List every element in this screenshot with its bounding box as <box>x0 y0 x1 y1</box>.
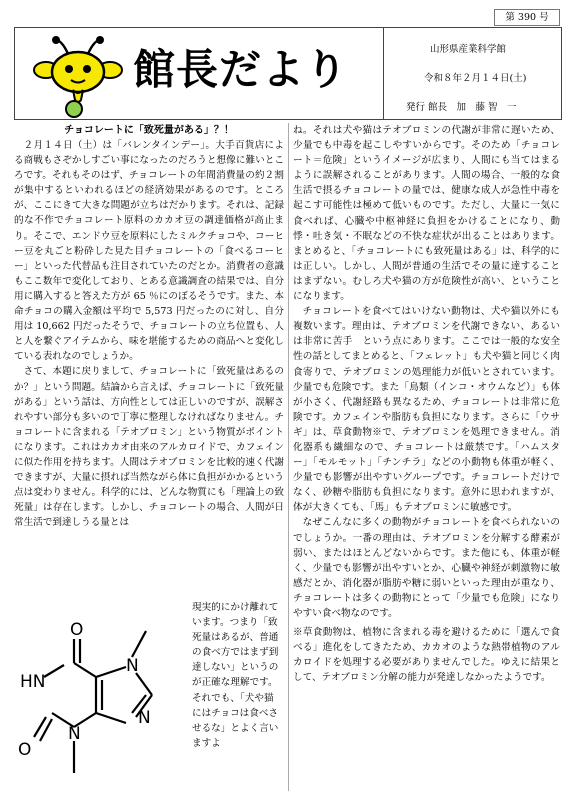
masthead-info <box>383 28 561 119</box>
organization-name: 山形県産業科学館 <box>430 44 507 55</box>
paragraph: チョコレートを食べてはいけない動物は、犬や猫以外にも複数います。理由は、テオブロミンを代謝できない、あるいは非常に苦手 という点にあります。ここでは一般的な安全性の話としてまとめると、「フェレット」も犬や猫と同じく肉食寄りで、テオブロミンの処理能力が低いとされています。少量でも危険です。また「鳥類（インコ・オウムなど）」も体が小さく、代謝経路も異なるため、チョコレートは非常に危険です。カフェインや脂肪も負担になります。さらに「ウサギ」は、草食動物※で、テオブロミンを処理できません。消化器系も繊細なので、チョコレートは厳禁です。「ハムスター」「モルモット」「チンチラ」などの小動物も体重が軽く、少量でも影響が出やすいグループです。チョコレートだけでなく、砂糖や脂肪も負担になります。意外に思われますが、体が大きくても、「馬」もテオブロミンに敏感です。 <box>293 306 560 514</box>
paragraph: さて、本題に戻りまして、チョコレートに「致死量はあるのか？」という問題。結論から言えば、チョコレートに「致死量がある」という話は、方向性としては正しいのですが、誤解されやすい部分も多いので丁寧に整理しなければなりません。チョコレートに含まれる「テオブロミン」という物質がポイントになります。これはカカオ由来のアルカロイドで、カフェインに似た作用を持ちます。人間はテオブロミンを比較的速く代謝できますが、大量に摂れば当然ながら体に負担がかかるという点は変わりません。科学的には、どんな物質にも「理論上の致死量」は存在します。しかし、チョコレートの場合、人間が日常生活で到達しうる量とは <box>14 366 284 529</box>
paragraph: なぜこんなに多くの動物がチョコレートを食べられないのでしょうか。一番の理由は、テオブロミンを分解する酵素が弱い、またはほとんどないからです。また他にも、体重が軽く、少量でも影響が出やすいとか、心臓や神経が刺激物に敏感だとか、消化器が脂肪や糖に弱いといった理由が重なり、チョコレートは多くの動物にとって「少量でも危険」になりやすい食べ物なのです。 <box>293 517 560 619</box>
atom-label: N <box>68 724 81 744</box>
mascot-logo <box>33 34 123 118</box>
theobromine-structure <box>14 615 184 790</box>
masthead <box>14 27 562 120</box>
article-headline: チョコレートに「致死量がある」？！ <box>64 125 234 136</box>
wrap-text: 現実的にかけ離れています。つまり「致死量はあるが、普通の食べ方ではまず到達しない」というのが正確な理解です。それでも、「犬や猫にはチョコは食べさせるな」とよく言いますよ <box>192 602 279 749</box>
atom-label: HN <box>20 672 46 692</box>
issue-number: 第 390 号 <box>494 9 560 26</box>
atom-label: N <box>138 708 151 728</box>
left-column <box>14 123 284 530</box>
atom-label: O <box>18 740 32 760</box>
publisher-line: 発行 館長 加 藤 智 一 <box>406 102 517 113</box>
atom-label: N <box>126 656 139 676</box>
footnote: ※草食動物は、植物に含まれる毒を避けるために「選んで食べる」進化をしてきたため、カカオのような熱帯植物のアルカロイドを処理する必要がありませんでした。ゆえに結果として、テオブロミン分解の能力が発達しなかったようです。 <box>293 627 560 684</box>
newsletter-title: 館長だより <box>133 45 349 94</box>
paragraph: ね。それは犬や猫はテオブロミンの代謝が非常に遅いため、少量でも中毒を起こしやすいからです。そのため「チョコレート＝危険」というイメージが広まり、人間にも当てはまるように誤解されることがあります。人間の場合、一般的な食生活で摂るチョコレートの量では、健康な成人が急性中毒を起こす可能性は極めて低いものです。ただし、大量に一気に食べれば、心臓や中枢神経に負担をかけることになり、動悸・吐き気・不眠などの不快な症状が出ることはあります。まとめると、「チョコレートにも致死量はある」は、科学的には正しい。しかし、人間が普通の生活でその量に達することはまずない。むしろ犬や猫の方が危険性が高い、ということになります。 <box>293 125 560 303</box>
issue-date: 令和８年２月１４日(土) <box>424 73 527 84</box>
atom-label: O <box>70 620 84 640</box>
right-column <box>293 123 560 685</box>
column-divider <box>288 123 289 791</box>
paragraph: ２月１４日（土）は「バレンタインデー」。大手百貨店による商戦もさぞかしすごい事になったのだろうと想像に難いところです。それもそのはず、チョコレートの年間消費量の約２割が集中するといわれるほどの経済効果があるのです。ところが、ここにきて大きな問題が立ちはだかります。それは、記録的な不作でチョコレート原料のカカオ豆の調達価格が高止まり。そこで、エンドウ豆を原料にしたミルクチョコや、コーヒー豆を丸ごと粉砕した見た目チョコレートの「食べるコーヒー」といった代替品も注目されていたのだとか。消費者の意識もここ数年で変化しており、とある意識調査の結果では、自分用に購入すると答えた方が 65 ％にのぼるそうです。また、本命チョコの購入金額は平均で 5,573 円だったのに対し、自分用は 10,662 円だったそうで、チョコレートの立ち位置も、人と人を繋ぐアイテムから、味を堪能するための商品へと変化している表れなのでしょうか。 <box>14 140 284 363</box>
